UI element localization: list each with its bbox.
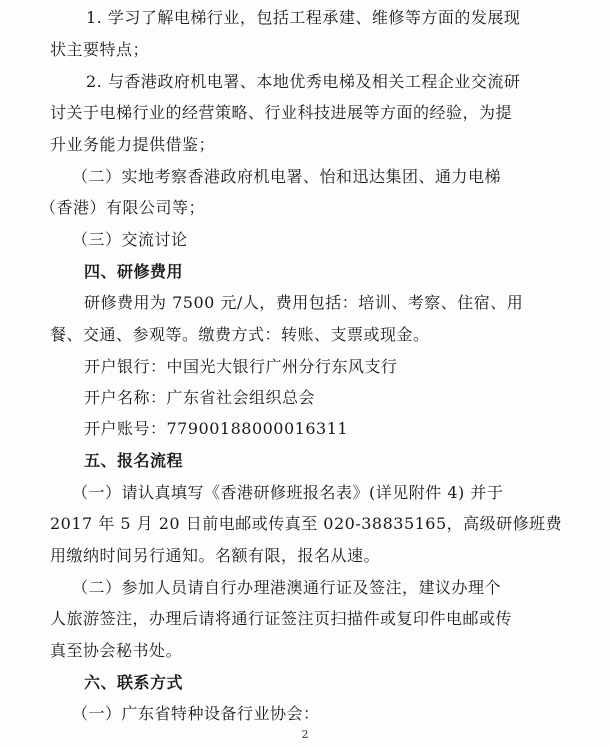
section5-heading: 五、报名流程	[84, 451, 184, 470]
step2-line2: 人旅游签注，办理后请将通行证签注页扫描件或复印件电邮或传	[50, 609, 513, 628]
step2-line3: 真至协会秘书处。	[50, 641, 183, 660]
item1-line1: 1. 学习了解电梯行业，包括工程承建、维修等方面的发展现	[86, 8, 521, 27]
contact1-line: （一）广东省特种设备行业协会：	[72, 704, 320, 723]
item2-line3: 升业务能力提供借鉴；	[50, 135, 216, 154]
item2-line1: 2. 与香港政府机电署、本地优秀电梯及相关工程企业交流研	[86, 72, 521, 91]
step1-line2: 2017 年 5 月 20 日前电邮或传真至 020-38835165，高级研修班费	[50, 514, 563, 533]
section4-heading: 四、研修费用	[84, 262, 184, 281]
section6-heading: 六、联系方式	[84, 673, 184, 692]
step1-line1: （一）请认真填写《香港研修班报名表》(详见附件 4) 并于	[72, 483, 504, 502]
item2-line2: 讨关于电梯行业的经营策略、行业科技进展等方面的经验，为提	[50, 103, 513, 122]
item3-line2: （香港）有限公司等；	[40, 198, 206, 217]
account-name-line: 开户名称：广东省社会组织总会	[84, 388, 316, 407]
step1-line3: 用缴纳时间另行通知。名额有限，报名从速。	[50, 546, 381, 565]
account-number-line: 开户账号：77900188000016311	[84, 419, 349, 438]
fee-line2: 餐、交通、参观等。缴费方式：转账、支票或现金。	[50, 325, 430, 344]
item4-line: （三）交流讨论	[72, 230, 188, 249]
bank-line: 开户银行：中国光大银行广州分行东风支行	[84, 357, 398, 376]
item3-line1: （二）实地考察香港政府机电署、怡和迅达集团、通力电梯	[72, 167, 502, 186]
item1-line2: 状主要特点；	[50, 40, 150, 59]
page-number: 2	[301, 728, 309, 741]
fee-line1: 研修费用为 7500 元/人，费用包括：培训、考察、住宿、用	[84, 293, 524, 312]
step2-line1: （二）参加人员请自行办理港澳通行证及签注，建议办理个	[72, 578, 502, 597]
